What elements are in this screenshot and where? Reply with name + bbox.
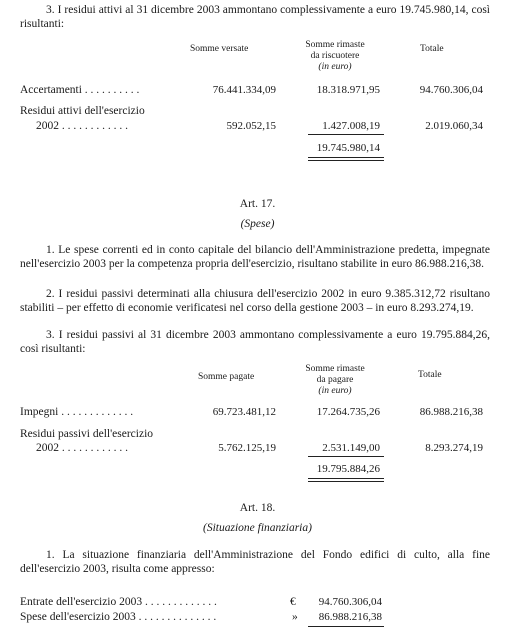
col-header-somme-pagare — [290, 364, 380, 397]
cell-residui-passivi-pagare: 2.531.149,00 — [322, 442, 380, 454]
cell-residui-attivi-versate: 592.052,15 — [226, 120, 276, 132]
cell-impegni-pagate: 69.723.481,12 — [212, 406, 276, 418]
cell-residui-attivi-totale: 2.019.060,34 — [425, 120, 483, 132]
art17-title: Art. 17. — [239, 198, 276, 210]
row-label-residui-passivi-l2: 2002 . . . . . . . . . . . . — [36, 442, 128, 454]
art18-paragraph-1: 1. La situazione finanziaria dell'Amministrazione del Fondo edifici di culto, alla fine dell'esercizio 2003, risulta come appresso: — [20, 549, 490, 575]
col-header-somme-versate: Somme versate — [190, 44, 249, 54]
col-header-pagare-line1: Somme rimaste — [305, 364, 365, 374]
col-header-riscuotere-line2: da riscuotere — [310, 51, 360, 61]
cell-residui-passivi-pagate: 5.762.125,19 — [218, 442, 276, 454]
sum-rule-top-2 — [308, 456, 384, 457]
sum-rule-bottom-4 — [308, 481, 384, 482]
row-label-impegni: Impegni . . . . . . . . . . . . . — [20, 406, 134, 418]
currency-symbol-euro: € — [290, 596, 296, 608]
art17-paragraph-2: 2. I residui passivi determinati alla chiusura dell'esercizio 2002 in euro 9.385.312,72 risultano stabiliti – per effetto di economie verificatesi nel corso della gestione 2003 – in euro 8.293.274,19. — [20, 288, 490, 314]
cell-residui-passivi-totale: 8.293.274,19 — [425, 442, 483, 454]
art17-subtitle: (Spese) — [240, 218, 275, 230]
row-label-residui-attivi-l2: 2002 . . . . . . . . . . . . — [36, 120, 128, 132]
sum-rule-bottom-5 — [308, 626, 384, 627]
sum-rule-bottom-3 — [308, 478, 384, 479]
row-label-residui-passivi-l1: Residui passivi dell'esercizio — [20, 428, 154, 440]
col-header-riscuotere-line3: (in euro) — [318, 62, 352, 72]
col-header-totale: Totale — [420, 44, 444, 54]
row-label-residui-attivi-l1: Residui attivi dell'esercizio — [20, 105, 145, 117]
cell-residui-attivi-riscuotere: 1.427.008,19 — [322, 120, 380, 132]
cell-impegni-pagare: 17.264.735,26 — [316, 406, 380, 418]
sum-rule-bottom-2 — [308, 160, 384, 161]
value-spese: 86.988.216,38 — [318, 611, 382, 623]
row-label-accertamenti: Accertamenti . . . . . . . . . . — [20, 84, 140, 96]
col-header-somme-riscuotere — [290, 40, 380, 73]
cell-impegni-totale: 86.988.216,38 — [419, 406, 483, 418]
row-label-spese: Spese dell'esercizio 2003 . . . . . . . . . . . . . . — [20, 611, 217, 623]
art18-subtitle: (Situazione finanziaria) — [203, 522, 312, 534]
cell-accertamenti-riscuotere: 18.318.971,95 — [316, 84, 380, 96]
col-header-totale-2: Totale — [418, 370, 442, 380]
art16-paragraph-3: 3. I residui attivi al 31 dicembre 2003 ammontano complessivamente a euro 19.745.980,14, così risultanti: — [20, 4, 490, 30]
ditto-mark: » — [292, 611, 298, 623]
col-header-somme-pagate: Somme pagate — [198, 372, 255, 382]
row-label-entrate: Entrate dell'esercizio 2003 . . . . . . . . . . . . . — [20, 596, 217, 608]
value-entrate: 94.760.306,04 — [318, 596, 382, 608]
sum-rule-bottom-1 — [308, 157, 384, 158]
art17-paragraph-3: 3. I residui passivi al 31 dicembre 2003 ammontano complessivamente a euro 19.795.884,26, così risultanti: — [20, 329, 490, 355]
sum-residui-attivi: 19.745.980,14 — [316, 142, 380, 154]
art18-title: Art. 18. — [239, 502, 276, 514]
cell-accertamenti-totale: 94.760.306,04 — [419, 84, 483, 96]
col-header-pagare-line3: (in euro) — [318, 386, 352, 396]
col-header-riscuotere-line1: Somme rimaste — [305, 40, 365, 50]
sum-residui-passivi: 19.795.884,26 — [316, 463, 380, 475]
col-header-pagare-line2: da pagare — [316, 375, 354, 385]
cell-accertamenti-versate: 76.441.334,09 — [212, 84, 276, 96]
sum-rule-top — [308, 134, 384, 135]
art17-paragraph-1: 1. Le spese correnti ed in conto capitale del bilancio dell'Amministrazione predetta, impegnate nell'esercizio 2003 per la competenza propria dell'esercizio, risultano stabilite in euro 86.988.216,38. — [20, 244, 490, 270]
